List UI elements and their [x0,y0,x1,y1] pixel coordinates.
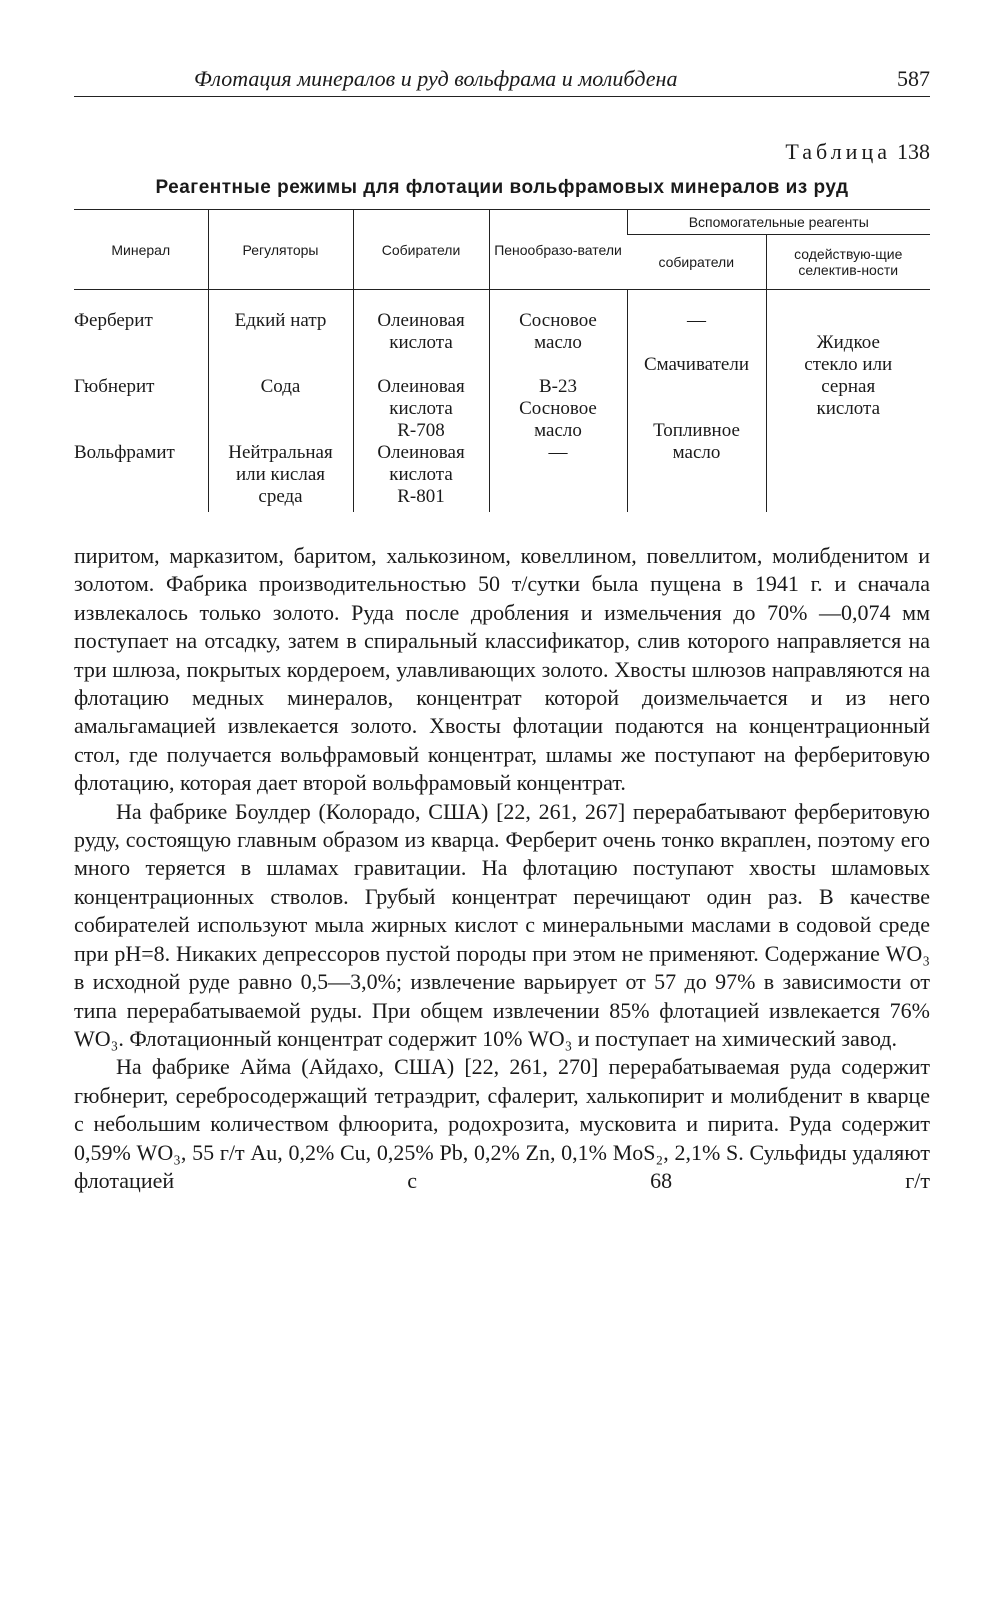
col-frothers: Пенообразо-ватели [489,210,627,290]
col-regulators: Регуляторы [208,210,353,290]
aux-collector: масло [672,442,721,463]
page-number: 587 [897,66,930,91]
regulator: или кислая [235,464,326,485]
mineral-name: Вольфрамит [74,442,175,463]
table-cell-aux-collectors [627,290,766,513]
collector: Олеиновая [377,442,465,463]
table-label [74,139,930,165]
frother: Сосновое [519,398,597,419]
paragraph: На фабрике Айма (Айдахо, США) [22, 261, 270] перерабатываемая руда содержит гюбнерит, серебросодержащий тетраэдрит, сфалерит, халькопирит и молибденит в кварце с небольшим количеством флюорита, родохрозита, мусковита и пирита. Руда содержит 0,59% WO₃, 55 г/т Au, 0,2% Cu, 0,25% Pb, 0,2% Zn, 0,1% MoS₂, 2,1% S. Сульфиды удаляют флотацией с 68 г/т [74,1054,930,1193]
col-auxiliary: Вспомогательные реагенты [627,210,930,235]
table-cell-collectors [353,290,489,513]
running-title: Флотация минералов и руд вольфрама и молибдена [194,66,678,91]
table-cell-aux-selectivity [766,290,930,513]
regulator: Сода [260,376,301,397]
collector: Олеиновая [377,376,465,397]
table-cell-frothers [489,290,627,513]
mineral-name: Ферберит [74,310,153,331]
collector: кислота [389,398,453,419]
regulator: Нейтральная [228,442,333,463]
aux-selectivity: Жидкое [816,332,880,353]
col-mineral: Минерал [74,210,208,290]
frother: масло [534,332,582,353]
collector: R-801 [397,486,445,507]
aux-collector: Топливное [653,420,740,441]
col-aux-selectivity: содействую-щие селектив-ности [766,235,930,290]
frother: масло [534,420,582,441]
regulator: Едкий натр [234,310,327,331]
table-cell-regulators [208,290,353,513]
aux-collector: — [687,310,706,331]
frother: — [548,442,568,463]
frother: B-23 [539,376,577,397]
collector: кислота [389,332,453,353]
mineral-name: Гюбнерит [74,376,155,397]
regulator: среда [258,486,303,507]
table-title: Реагентные режимы для флотации вольфрамовых минералов из руд [155,177,849,198]
collector: кислота [389,464,453,485]
table-cell-mineral [74,290,208,513]
book-page [74,60,930,1195]
body-text [74,542,930,1195]
col-collectors: Собиратели [353,210,489,290]
paragraph: На фабрике Боулдер (Колорадо, США) [22, 261, 267] перерабатывают ферберитовую руду, состоящую главным образом из кварца. Ферберит очень тонко вкраплен, поэтому его много теряется в шламах гравитации. На флотацию поступают хвосты шламовых концентрационных стволов. Грубый концентрат перечищают один раз. В качестве собирателей используют мыла жирных кислот с минеральными маслами в содовой среде при pH=8. Никаких депрессоров пустой породы при этом не применяют. Содержание WO₃ в исходной руде равно 0,5—3,0%; извлечение варьирует от 57 до 97% в зависимости от типа перерабатываемой руды. При общем извлечении 85% флотацией извлекается 76% WO₃. Флотационный концентрат содержит 10% WO₃ и поступает на химический завод. [74,798,930,1051]
aux-selectivity: стекло или [804,354,893,375]
aux-selectivity: кислота [816,398,881,419]
frother: Сосновое [519,310,597,331]
collector: R-708 [397,420,445,441]
aux-selectivity: серная [821,376,876,397]
aux-collector: Смачиватели [643,354,749,375]
paragraph: пиритом, марказитом, баритом, халькозином, ковеллином, повеллитом, молибденитом и золотом. Фабрика производительностью 50 т/сутки была пущена в 1941 г. и сначала извлекалось только золото. Руда после дробления и измельчения до 70% —0,074 мм поступает на отсадку, затем в спиральный классификатор, слив которого направляется на три шлюза, покрытых кордероем, улавливающих золото. Хвосты шлюзов направляются на флотацию медных минералов, концентрат которой доизмельчается и из него амальгамацией извлекается золото. Хвосты флотации подаются на концентрационный стол, где получается вольфрамовый концентрат, шламы же поступают на ферберитовую флотацию, которая дает второй вольфрамовый концентрат. [74,543,930,796]
reagent-table [74,209,930,512]
table-label-word: Таблица [785,139,891,164]
col-aux-collectors: собиратели [627,235,766,290]
running-head [74,60,930,97]
collector: Олеиновая [377,310,465,331]
table-number: 138 [897,139,930,164]
